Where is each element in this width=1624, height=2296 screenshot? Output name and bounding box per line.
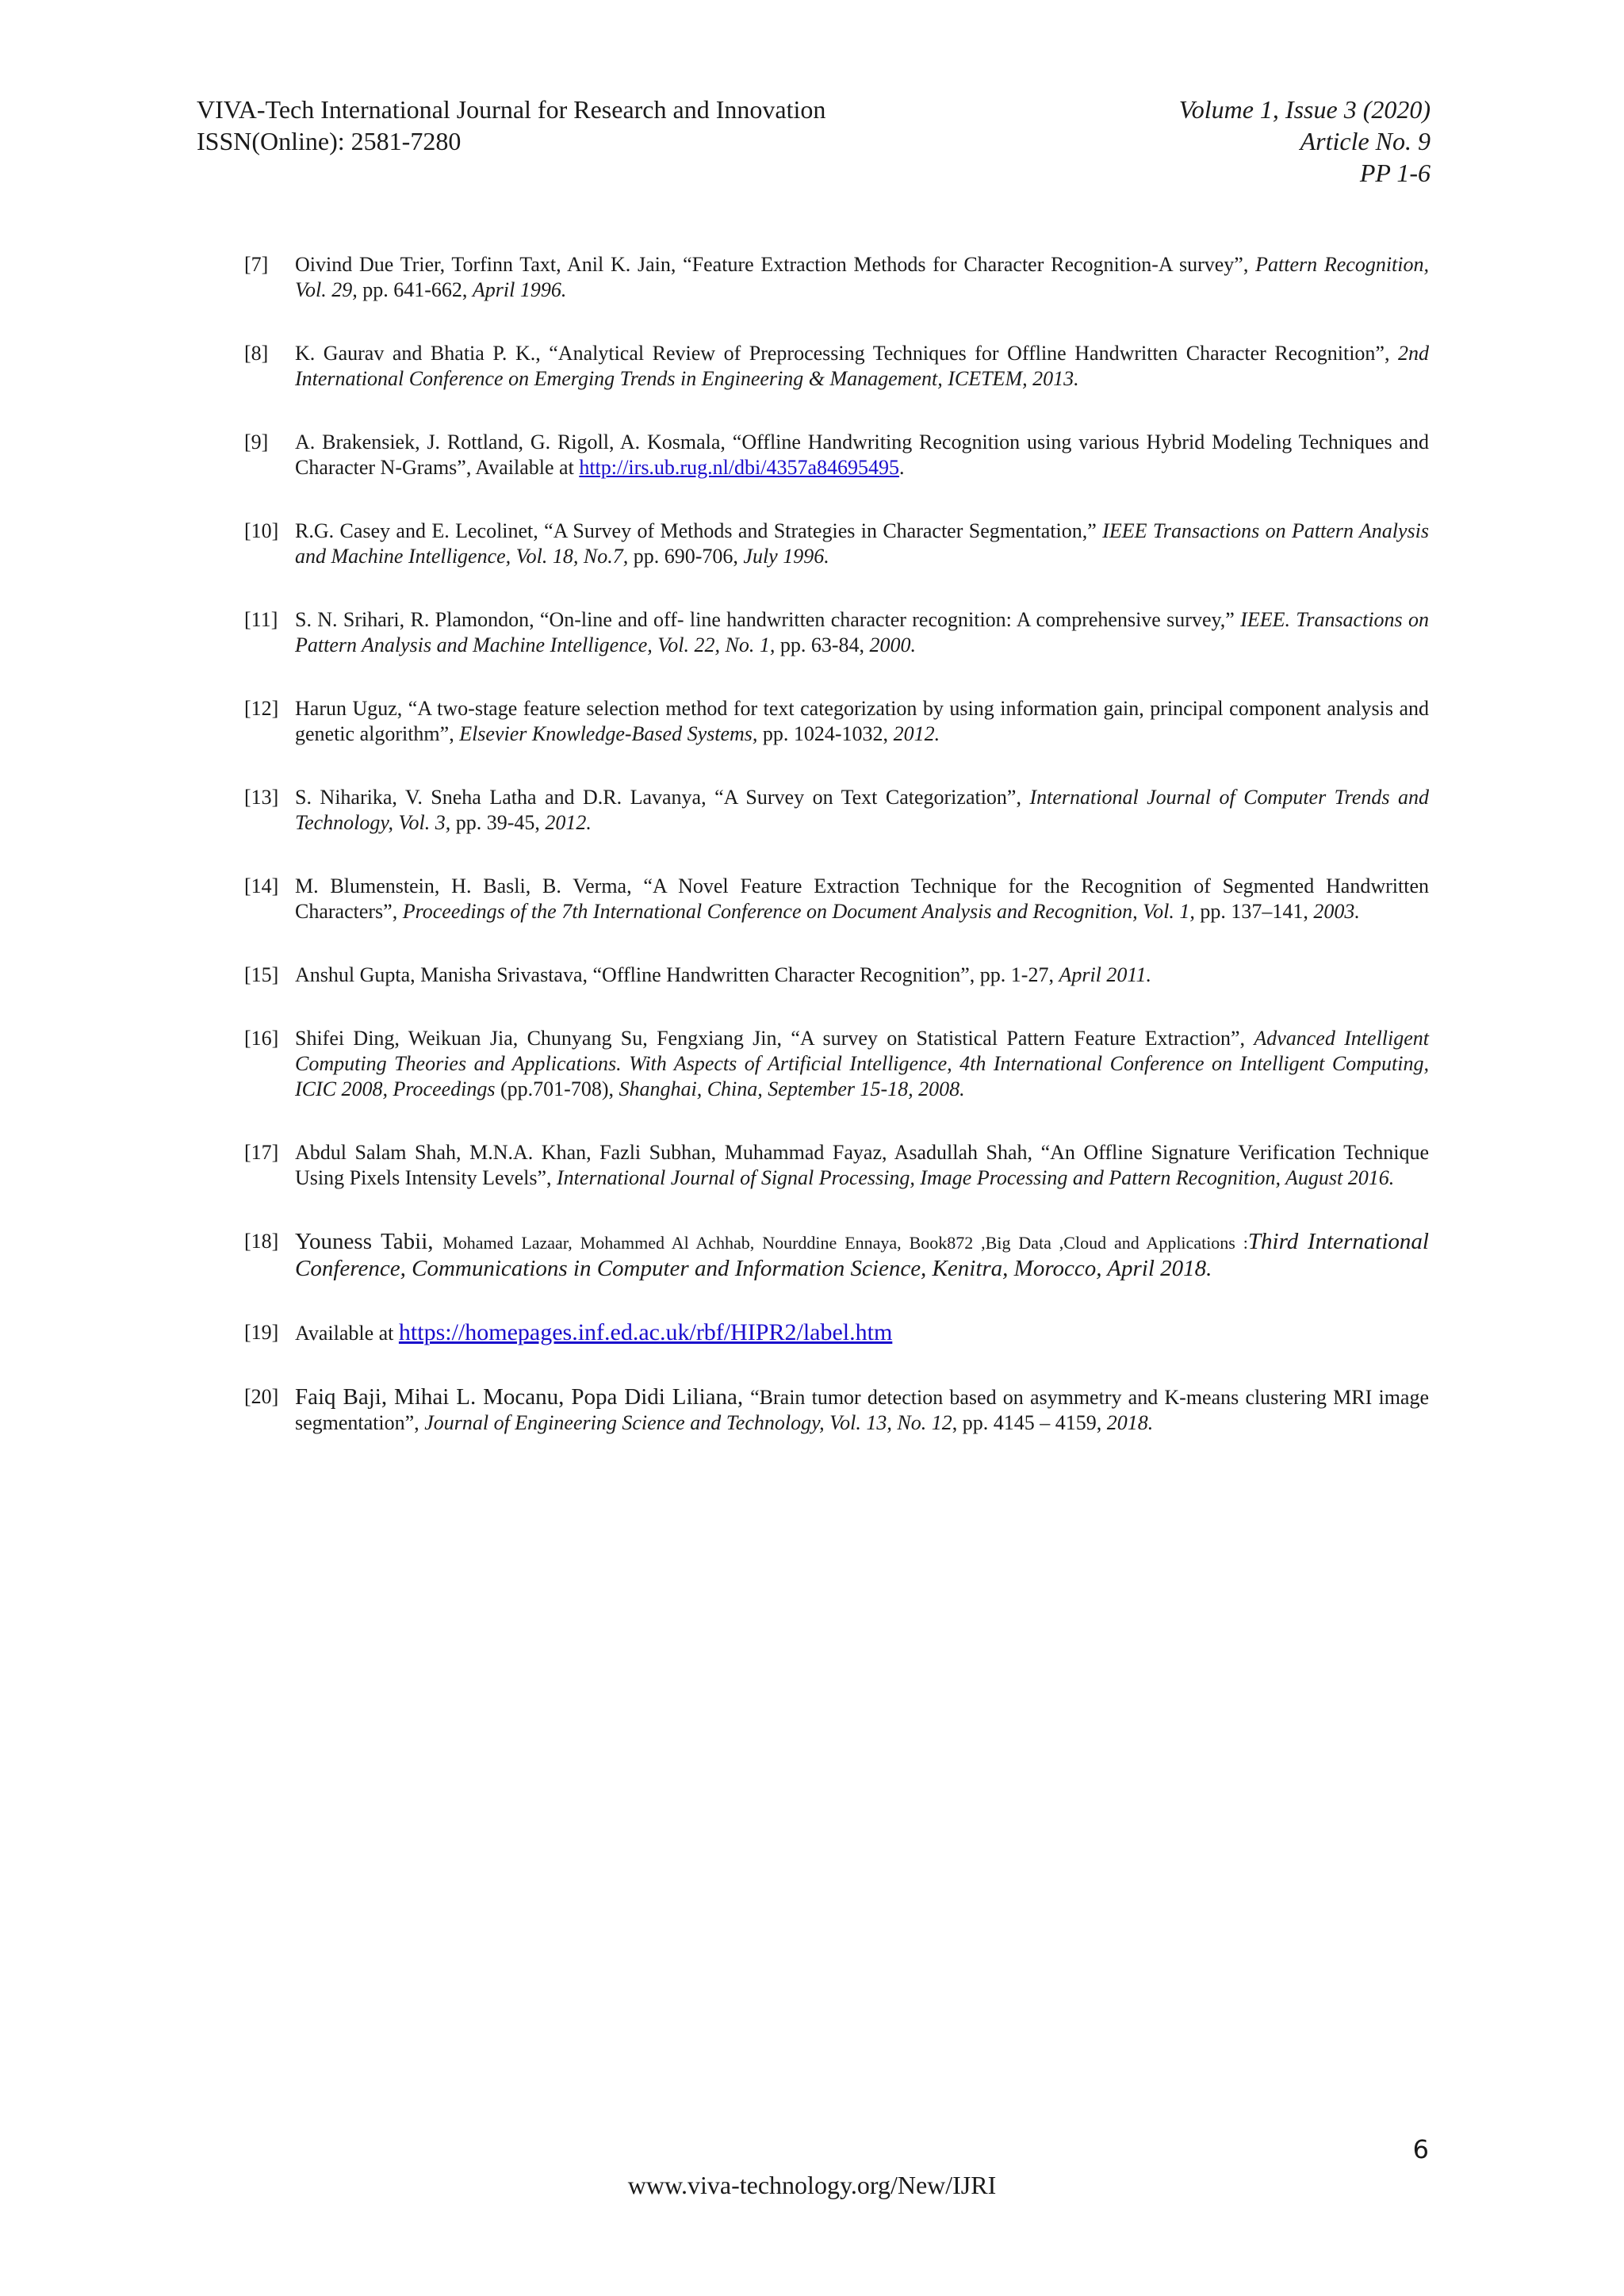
reference-number: [16] — [244, 1027, 279, 1050]
reference-source: International Journal of Computer Trends and Technology, Vol. 3, — [295, 786, 1429, 834]
reference-7 — [244, 252, 1429, 303]
reference-pages: pp. 137–141, — [1194, 900, 1314, 923]
reference-20 — [244, 1384, 1429, 1436]
reference-9 — [244, 430, 1429, 480]
reference-authors-title: S. N. Srihari, R. Plamondon, “On-line and off- line handwritten character recognition: A comprehensive survey,” — [295, 608, 1241, 631]
article-number: Article No. 9 — [1300, 127, 1431, 155]
reference-date: 2012. — [893, 722, 940, 745]
reference-pages: , pp. 4145 – 4159, — [952, 1411, 1107, 1434]
reference-number: [18] — [244, 1230, 279, 1253]
reference-date: 2003. — [1313, 900, 1360, 923]
reference-authors-title: Abdul Salam Shah, M.N.A. Khan, Fazli Subhan, Muhammad Fayaz, Asadullah Shah, “An Offline Signature Verification Technique Using Pixels Intensity Levels”, — [295, 1141, 1429, 1189]
reference-12 — [244, 696, 1429, 747]
reference-18 — [244, 1229, 1429, 1282]
reference-pages: (pp.701-708), — [495, 1077, 619, 1100]
reference-number: [13] — [244, 786, 279, 809]
reference-authors-title: K. Gaurav and Bhatia P. K., “Analytical Review of Preprocessing Techniques for Offline Handwritten Character Recognition”, — [295, 342, 1398, 365]
footer-url: www.viva-technology.org/New/IJRI — [627, 2171, 997, 2199]
reference-link[interactable]: http://irs.ub.rug.nl/dbi/4357a84695495 — [579, 456, 900, 479]
journal-issn: ISSN(Online): 2581-7280 — [197, 127, 462, 155]
reference-number: [11] — [244, 608, 278, 631]
reference-authors: Faiq Baji, Mihai L. Mocanu, Popa Didi Liliana, — [295, 1384, 751, 1410]
reference-source: 2nd International Conference on Emerging Trends in Engineering & Management, ICETEM, 2013. — [295, 342, 1429, 390]
reference-available-label: Available at — [295, 1322, 399, 1345]
reference-number: [10] — [244, 519, 279, 542]
reference-source: IEEE. Transactions on Pattern Analysis and Machine Intelligence, Vol. 22, No. 1, — [295, 608, 1429, 656]
reference-author: Youness Tabii, — [295, 1229, 443, 1254]
reference-source: Proceedings of the 7th International Conference on Document Analysis and Recognition, Vol. 1, — [402, 900, 1195, 923]
reference-source: International Journal of Signal Processing, Image Processing and Pattern Recognition, August 2016. — [557, 1166, 1395, 1189]
reference-authors-title: Harun Uguz, “A two-stage feature selection method for text categorization by using information gain, principal component analysis and genetic algorithm”, — [295, 697, 1429, 745]
reference-number: [19] — [244, 1321, 279, 1344]
reference-16 — [244, 1026, 1429, 1102]
journal-info — [197, 94, 825, 157]
reference-pages: pp. 690-706, — [628, 545, 744, 568]
reference-source: IEEE Transactions on Pattern Analysis and Machine Intelligence, Vol. 18, No.7, — [295, 519, 1429, 568]
reference-number: [17] — [244, 1141, 279, 1164]
reference-authors-title: A. Brakensiek, J. Rottland, G. Rigoll, A. Kosmala, “Offline Handwriting Recognition using various Hybrid Modeling Techniques and Character N-Grams”, Available at — [295, 430, 1429, 479]
reference-pages: pp. 39-45, — [450, 811, 546, 834]
volume-issue: Volume 1, Issue 3 (2020) — [1178, 95, 1431, 124]
reference-punctuation: . — [899, 456, 905, 479]
issue-info — [1179, 94, 1431, 189]
reference-pages: pp. 1024-1032, — [757, 722, 894, 745]
page-range: PP 1-6 — [1359, 159, 1431, 187]
reference-pages: pp. 641-662, — [357, 278, 473, 301]
page-number: 6 — [1412, 2134, 1429, 2164]
reference-authors-title: R.G. Casey and E. Lecolinet, “A Survey of Methods and Strategies in Character Segmentation,” — [295, 519, 1103, 542]
reference-11 — [244, 607, 1429, 658]
reference-pages: pp. 63-84, — [775, 633, 870, 656]
reference-authors-title: Oivind Due Trier, Torfinn Taxt, Anil K. Jain, “Feature Extraction Methods for Character Recognition-A survey”, — [295, 253, 1256, 276]
journal-title: VIVA-Tech International Journal for Research and Innovation — [197, 95, 826, 124]
reference-number: [8] — [244, 342, 269, 365]
reference-date: 2012. — [545, 811, 592, 834]
reference-authors-title: Anshul Gupta, Manisha Srivastava, “Offline Handwritten Character Recognition”, pp. 1-27, — [295, 963, 1059, 986]
reference-date: 2018. — [1106, 1411, 1154, 1434]
reference-coauthors: Mohamed Lazaar, Mohammed Al Achhab, Nourddine Ennaya, Book872 ,Big Data ,Cloud and Applications : — [442, 1233, 1248, 1253]
reference-19 — [244, 1320, 1429, 1346]
reference-source: Elsevier Knowledge-Based Systems, — [459, 722, 758, 745]
reference-source: Journal of Engineering Science and Technology, Vol. 13, No. 12 — [424, 1411, 952, 1434]
reference-link[interactable]: https://homepages.inf.ed.ac.uk/rbf/HIPR2/label.htm — [398, 1319, 893, 1345]
reference-number: [7] — [244, 253, 269, 276]
reference-number: [14] — [244, 874, 279, 897]
reference-date: July 1996. — [743, 545, 829, 568]
reference-date: 2000. — [869, 633, 917, 656]
reference-8 — [244, 341, 1429, 392]
reference-authors-title: Shifei Ding, Weikuan Jia, Chunyang Su, Fengxiang Jin, “A survey on Statistical Pattern Feature Extraction”, — [295, 1027, 1254, 1050]
reference-number: [12] — [244, 697, 279, 720]
reference-title: “Brain tumor detection based on asymmetry and K-means clustering MRI image segmentation”, — [295, 1386, 1429, 1434]
reference-source: Advanced Intelligent Computing Theories and Applications. With Aspects of Artificial Intelligence, 4th International Conference on Intelligent Computing, ICIC 2008, Proceedings — [295, 1027, 1429, 1100]
reference-date: April 2011. — [1059, 963, 1151, 986]
reference-source: Pattern Recognition, Vol. 29, — [295, 253, 1429, 301]
reference-17 — [244, 1140, 1429, 1191]
reference-number: [20] — [244, 1385, 279, 1408]
reference-number: [9] — [244, 430, 269, 453]
reference-10 — [244, 519, 1429, 569]
reference-date: April 1996. — [472, 278, 567, 301]
reference-15 — [244, 962, 1429, 988]
reference-14 — [244, 874, 1429, 924]
reference-source: Third International Conference, Communications in Computer and Information Science, Kenitra, Morocco, April 2018. — [295, 1229, 1429, 1281]
reference-date: Shanghai, China, September 15-18, 2008. — [619, 1077, 965, 1100]
reference-authors-title: S. Niharika, V. Sneha Latha and D.R. Lavanya, “A Survey on Text Categorization”, — [295, 786, 1030, 809]
reference-13 — [244, 785, 1429, 836]
reference-authors-title: M. Blumenstein, H. Basli, B. Verma, “A Novel Feature Extraction Technique for the Recognition of Segmented Handwritten Characters”, — [295, 874, 1429, 923]
reference-list — [244, 252, 1429, 1474]
reference-number: [15] — [244, 963, 279, 986]
